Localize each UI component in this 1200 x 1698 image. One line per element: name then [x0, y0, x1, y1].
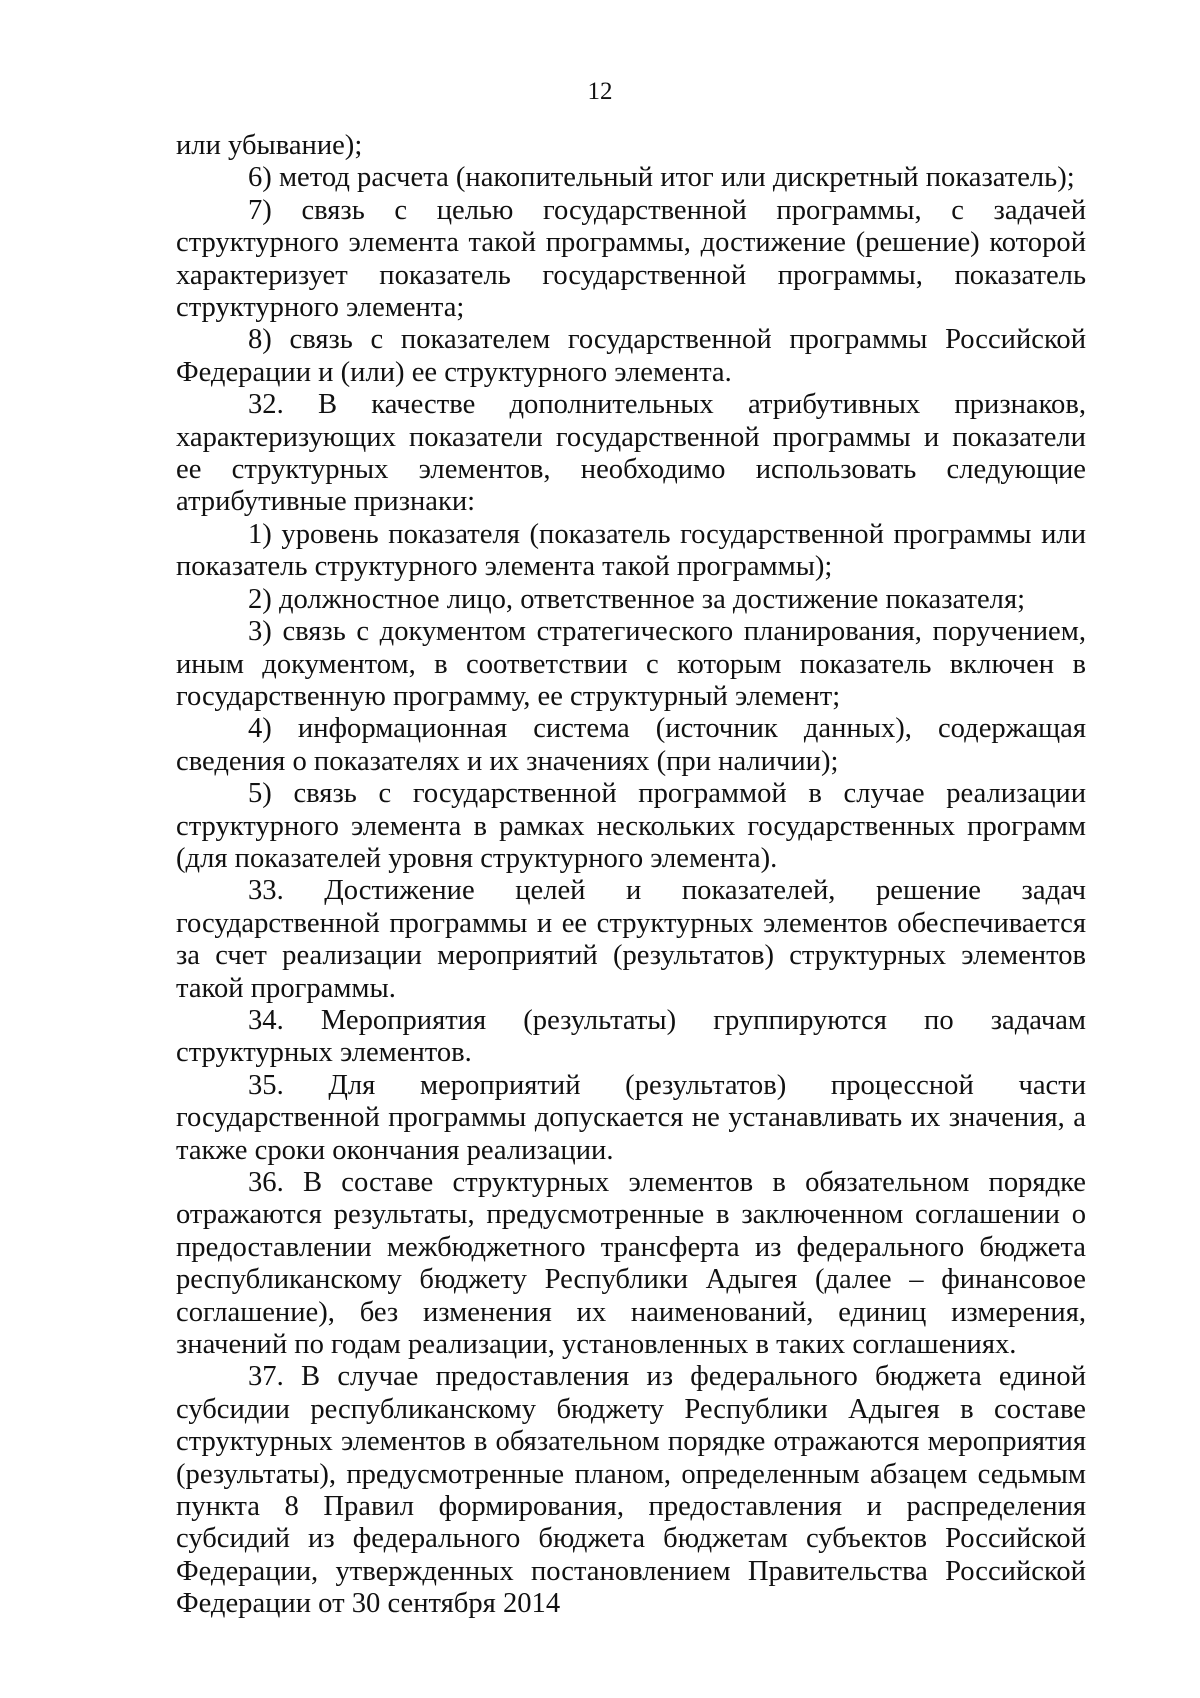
clause-33: 33. Достижение целей и показателей, решение задач государственной программы и ее структурных элементов обеспечивается за счет реализации мероприятий (результатов) структурных элементов такой программы. — [176, 875, 1086, 1004]
clause-36: 36. В составе структурных элементов в обязательном порядке отражаются результаты, предусмотренные в заключенном соглашении о предоставлении межбюджетного трансферта из федерального бюджета республиканскому бюджету Республики Адыгея (далее – финансовое соглашение), без изменения их наименований, единиц измерения, значений по годам реализации, установленных в таких соглашениях. — [176, 1167, 1086, 1361]
list-item-5: 5) связь с государственной программой в случае реализации структурного элемента в рамках нескольких государственных программ (для показателей уровня структурного элемента). — [176, 778, 1086, 874]
clause-37: 37. В случае предоставления из федерального бюджета единой субсидии республиканскому бюджету Республики Адыгея в составе структурных элементов в обязательном порядке отражаются мероприятия (результаты), предусмотренные планом, определенным абзацем седьмым пункта 8 Правил формирования, предоставления и распределения субсидий из федерального бюджета бюджетам субъектов Российской Федерации, утвержденных постановлением Правительства Российской Федерации от 30 сентября 2014 — [176, 1361, 1086, 1620]
document-body — [176, 130, 1086, 1621]
clause-35: 35. Для мероприятий (результатов) процессной части государственной программы допускается не устанавливать их значения, а также сроки окончания реализации. — [176, 1069, 1086, 1166]
list-item-6: 6) метод расчета (накопительный итог или дискретный показатель); — [248, 162, 1075, 194]
list-item-8: 8) связь с показателем государственной программы Российской Федерации и (или) ее структурного элемента. — [176, 324, 1086, 388]
clause-32: 32. В качестве дополнительных атрибутивных признаков, характеризующих показатели государственной программы и показатели ее структурных элементов, необходимо использовать следующие атрибутивные признаки: — [176, 389, 1086, 518]
list-item-3: 3) связь с документом стратегического планирования, поручением, иным документом, в соответствии с которым показатель включен в государственную программу, ее структурный элемент; — [176, 616, 1086, 712]
list-item-1: 1) уровень показателя (показатель государственной программы или показатель структурного элемента такой программы); — [176, 518, 1086, 583]
paragraph-continuation: или убывание); — [176, 130, 363, 161]
list-item-7: 7) связь с целью государственной программы, с задачей структурного элемента такой программы, достижение (решение) которой характеризует показатель государственной программы, показатель структурного элемента; — [176, 194, 1086, 324]
list-item-4: 4) информационная система (источник данных), содержащая сведения о показателях и их значениях (при наличии); — [176, 713, 1086, 777]
page-number: 12 — [587, 78, 613, 105]
clause-34: 34. Мероприятия (результаты) группируются по задачам структурных элементов. — [176, 1004, 1086, 1069]
list-item-2: 2) должностное лицо, ответственное за достижение показателя; — [248, 583, 1026, 615]
